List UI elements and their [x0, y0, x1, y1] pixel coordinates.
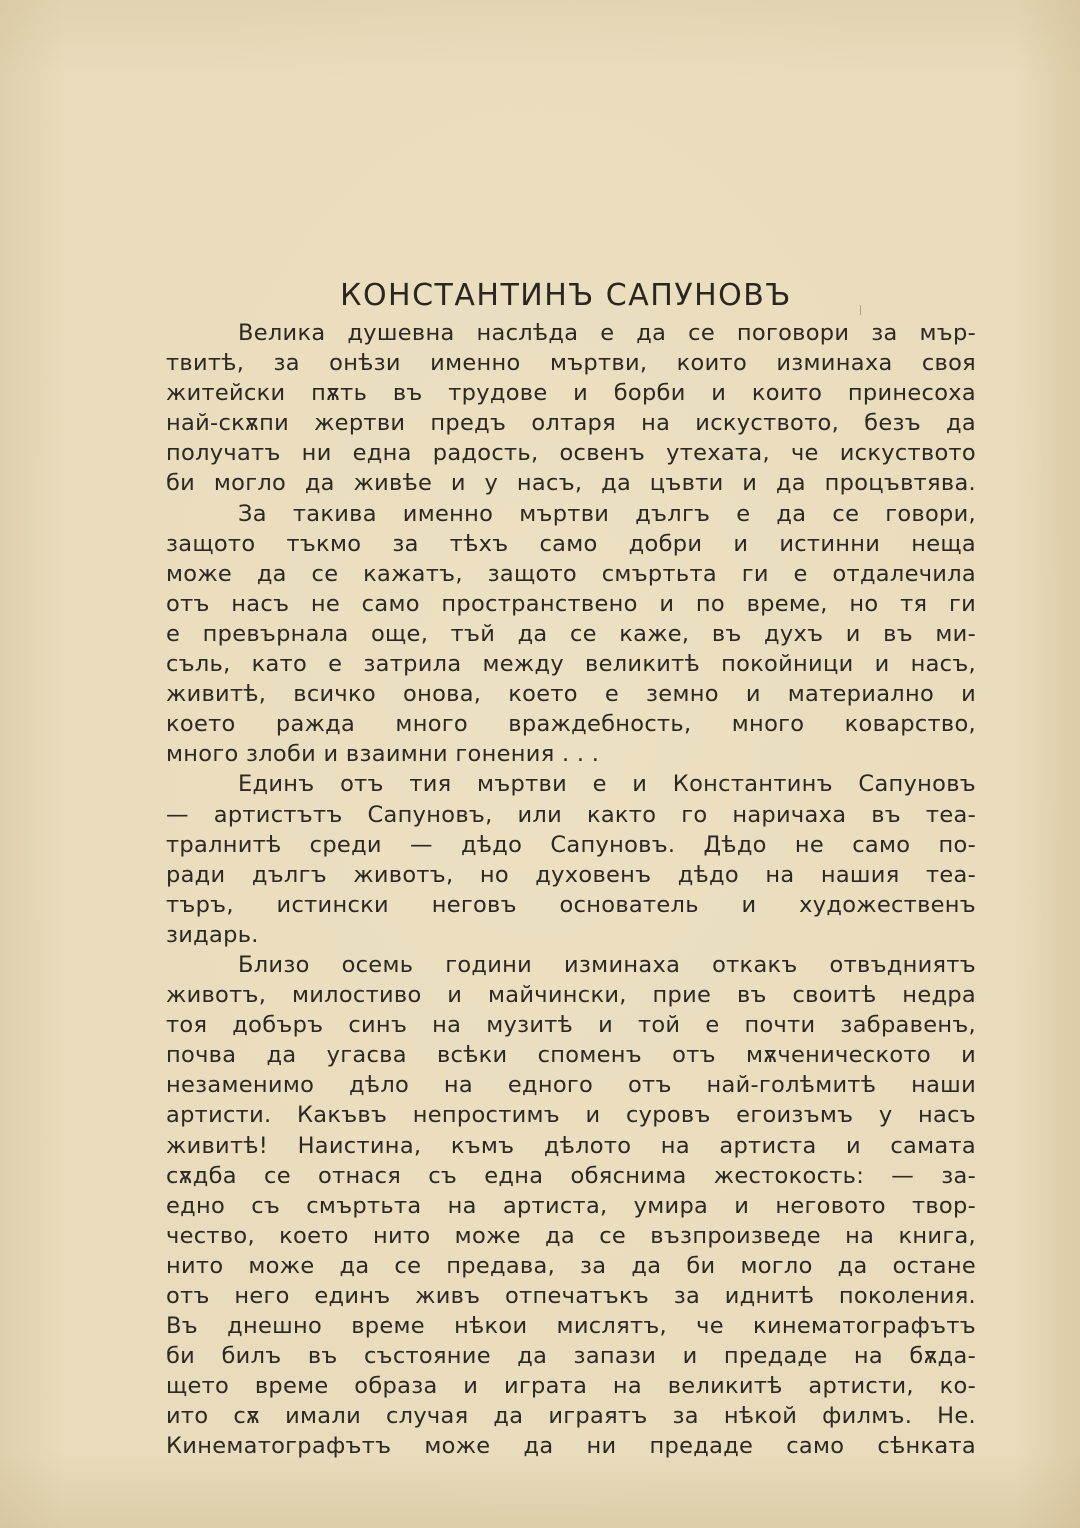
text-line: би билъ въ състояние да запази и предаде на бѫда-: [166, 1343, 976, 1370]
text-line: Близо осемь години изминаха откакъ отвъдниятъ: [238, 951, 976, 978]
text-line: Въ днешно време нѣкои мислятъ, че кинематографътъ: [166, 1313, 976, 1340]
text-line: артисти. Какъвъ непростимъ и суровъ егоизъмъ у насъ: [166, 1102, 976, 1129]
text-line: — артистътъ Сапуновъ, или както го наричаха въ теа-: [166, 801, 976, 828]
text-line: сѫдба се отнася съ една обяснима жестокость: — за-: [166, 1162, 976, 1189]
print-speck: [860, 305, 861, 315]
text-line: ито сѫ имали случая да играятъ за нѣкой филмъ. Не.: [166, 1403, 976, 1430]
text-line: отъ него единъ живъ отпечатъкъ за иднитѣ поколения.: [166, 1283, 976, 1309]
paragraph-3: [166, 769, 976, 950]
text-line: е превърнала още, тъй да се каже, въ духъ и въ ми-: [166, 620, 976, 647]
text-line: Кинематографътъ може да ни предаде само сѣнката: [166, 1433, 976, 1460]
text-line: твитѣ, за онѣзи именно мъртви, които изминаха своя: [166, 350, 976, 377]
paragraph-4: [166, 950, 976, 1462]
text-line: ради дългъ животъ, но духовенъ дѣдо на нашия теа-: [166, 861, 976, 888]
text-line: нито може да се предава, за да би могло да остане: [166, 1252, 976, 1279]
text-line: което ражда много враждебность, много коварство,: [166, 711, 976, 738]
text-line: защото тъкмо за тѣхъ само добри и истинни неща: [166, 530, 976, 557]
text-line: би могло да живѣе и у насъ, да цъвти и да процъвтява.: [166, 470, 976, 497]
paragraph-2: [166, 499, 976, 770]
text-line: най-скѫпи жертви предъ олтаря на искуството, безъ да: [166, 410, 976, 437]
text-line: животъ, милостиво и майчински, прие въ своитѣ недра: [166, 982, 976, 1009]
article-body: [166, 318, 976, 1462]
text-line: житейски пѫть въ трудове и борби и които принесоха: [166, 380, 976, 407]
text-line: тоя добъръ синъ на музитѣ и той е почти забравенъ,: [166, 1012, 976, 1039]
text-line: почва да угасва всѣки споменъ отъ мѫченическото и: [166, 1042, 976, 1069]
text-line: търъ, истински неговъ основатель и художественъ: [166, 891, 976, 918]
text-line: Велика душевна наслѣда е да се поговори за мър-: [238, 320, 976, 346]
text-line: получатъ ни една радость, освенъ утехата, че искуството: [166, 440, 976, 467]
text-line: незаменимо дѣло на едного отъ най-голѣмитѣ наши: [166, 1072, 976, 1099]
text-line: Единъ отъ тия мъртви е и Константинъ Сапуновъ: [238, 771, 976, 798]
text-line: За такива именно мъртви дългъ е да се говори,: [238, 500, 976, 527]
text-line: може да се кажатъ, защото смъртьта ги е отдалечила: [166, 560, 976, 587]
text-line: щето време образа и играта на великитѣ артисти, ко-: [166, 1373, 976, 1400]
text-line: чество, което нито може да се възпроизведе на книга,: [166, 1222, 976, 1249]
text-line: живитѣ, всичко онова, което е земно и материално и: [166, 681, 976, 708]
article-title: КОНСТАНТИНЪ САПУНОВЪ: [340, 278, 792, 314]
text-line: съль, като е затрила между великитѣ покойници и насъ,: [166, 651, 976, 678]
text-line: тралнитѣ среди — дѣдо Сапуновъ. Дѣдо не само по-: [166, 831, 976, 858]
text-line: едно съ смъртьта на артиста, умира и неговото твор-: [166, 1192, 976, 1219]
paragraph-1: [166, 318, 976, 499]
text-line: много злоби и взаимни гонения . . .: [166, 741, 600, 768]
text-line: зидарь.: [166, 921, 259, 948]
text-line: отъ насъ не само пространствено и по време, но тя ги: [166, 590, 976, 617]
text-line: живитѣ! Наистина, къмъ дѣлото на артиста и самата: [166, 1132, 976, 1159]
